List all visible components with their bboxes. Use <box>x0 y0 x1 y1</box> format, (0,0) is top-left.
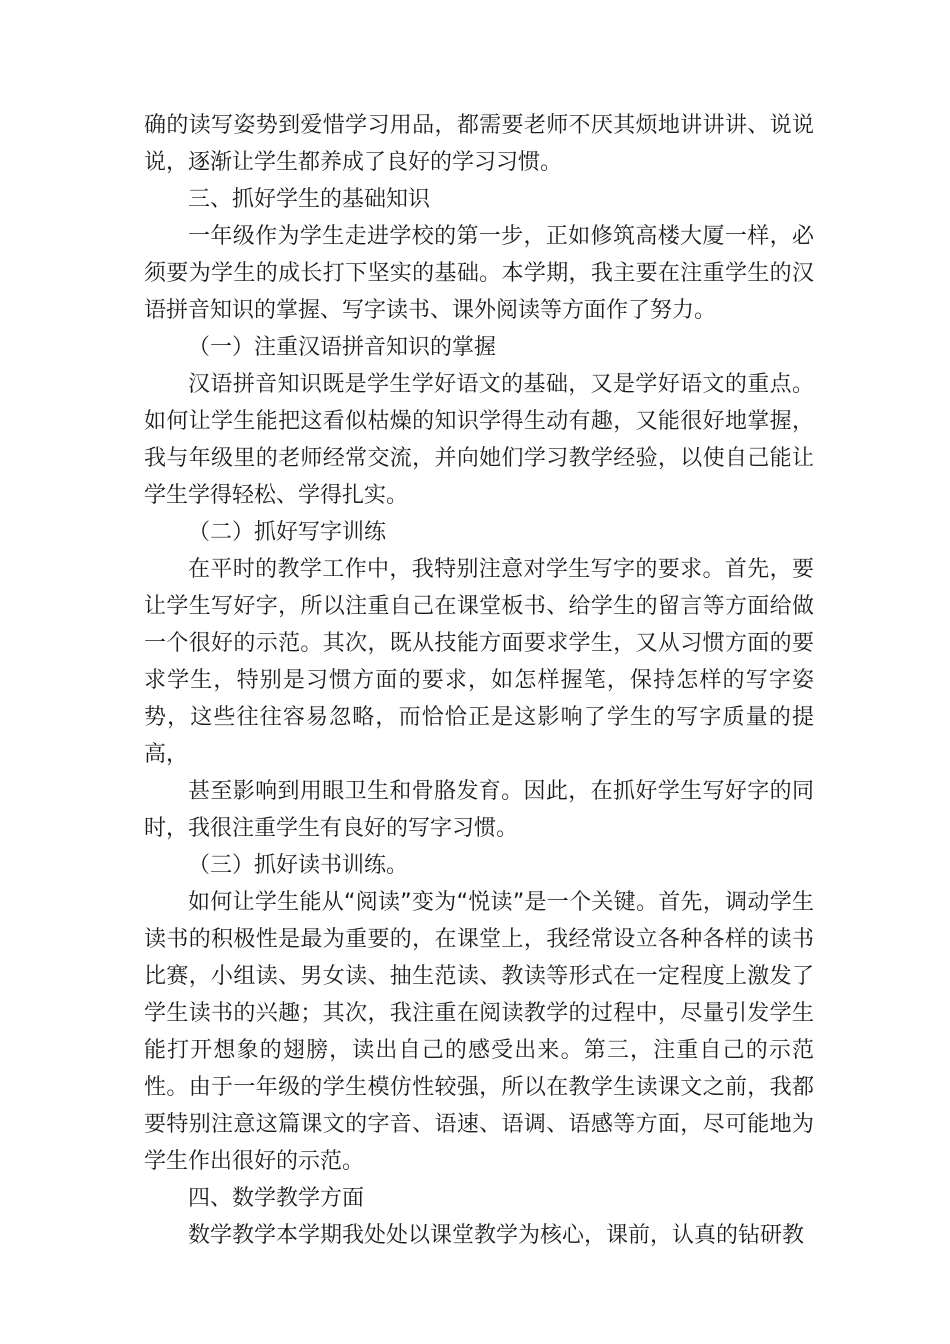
paragraph-math: 数学教学本学期我处处以课堂教学为核心，课前，认真的钻研教 <box>188 1223 805 1248</box>
paragraph-continuation: 确的读写姿势到爱惜学习用品，都需要老师不厌其烦地讲讲讲、说说说，逐渐让学生都养成了良好的学习习惯。 <box>144 113 814 175</box>
document-body <box>144 107 814 1254</box>
paragraph-writing: 在平时的教学工作中，我特别注意对学生写字的要求。首先，要让学生写好字，所以注重自己在课堂板书、给学生的留言等方面给做一个很好的示范。其次，既从技能方面要求学生，又从习惯方面的要求学生，特别是习惯方面的要求，如怎样握笔，保持怎样的写字姿势，这些往往容易忽略，而恰恰正是这影响了学生的写字质量的提高， <box>144 557 814 767</box>
paragraph-writing-continued: 甚至影响到用眼卫生和骨胳发育。因此，在抓好学生写好字的同时，我很注重学生有良好的写字习惯。 <box>144 779 814 841</box>
subsection-heading-reading: （三）抓好读书训练。 <box>188 853 409 878</box>
subsection-heading-writing: （二）抓好写字训练 <box>188 520 387 545</box>
paragraph-pinyin: 汉语拼音知识既是学生学好语文的基础，又是学好语文的重点。如何让学生能把这看似枯燥的知识学得生动有趣，又能很好地掌握，我与年级里的老师经常交流，并向她们学习教学经验，以使自己能让学生学得轻松、学得扎实。 <box>144 372 814 508</box>
paragraph-basics: 一年级作为学生走进学校的第一步，正如修筑高楼大厦一样，必须要为学生的成长打下坚实的基础。本学期，我主要在注重学生的汉语拼音知识的掌握、写字读书、课外阅读等方面作了努力。 <box>144 224 814 323</box>
section-heading-3: 三、抓好学生的基础知识 <box>188 187 431 212</box>
paragraph-reading: 如何让学生能从“阅读”变为“悦读”是一个关键。首先，调动学生读书的积极性是最为重要的，在课堂上，我经常设立各种各样的读书比赛，小组读、男女读、抽生范读、教读等形式在一定程度上激发了学生读书的兴趣；其次，我注重在阅读教学的过程中，尽量引发学生能打开想象的翅膀，读出自己的感受出来。第三，注重自己的示范性。由于一年级的学生模仿性较强，所以在教学生读课文之前，我都要特别注意这篇课文的字音、语速、语调、语感等方面，尽可能地为学生作出很好的示范。 <box>144 890 814 1174</box>
section-heading-4: 四、数学教学方面 <box>188 1186 365 1211</box>
subsection-heading-pinyin: （一）注重汉语拼音知识的掌握 <box>188 335 497 360</box>
